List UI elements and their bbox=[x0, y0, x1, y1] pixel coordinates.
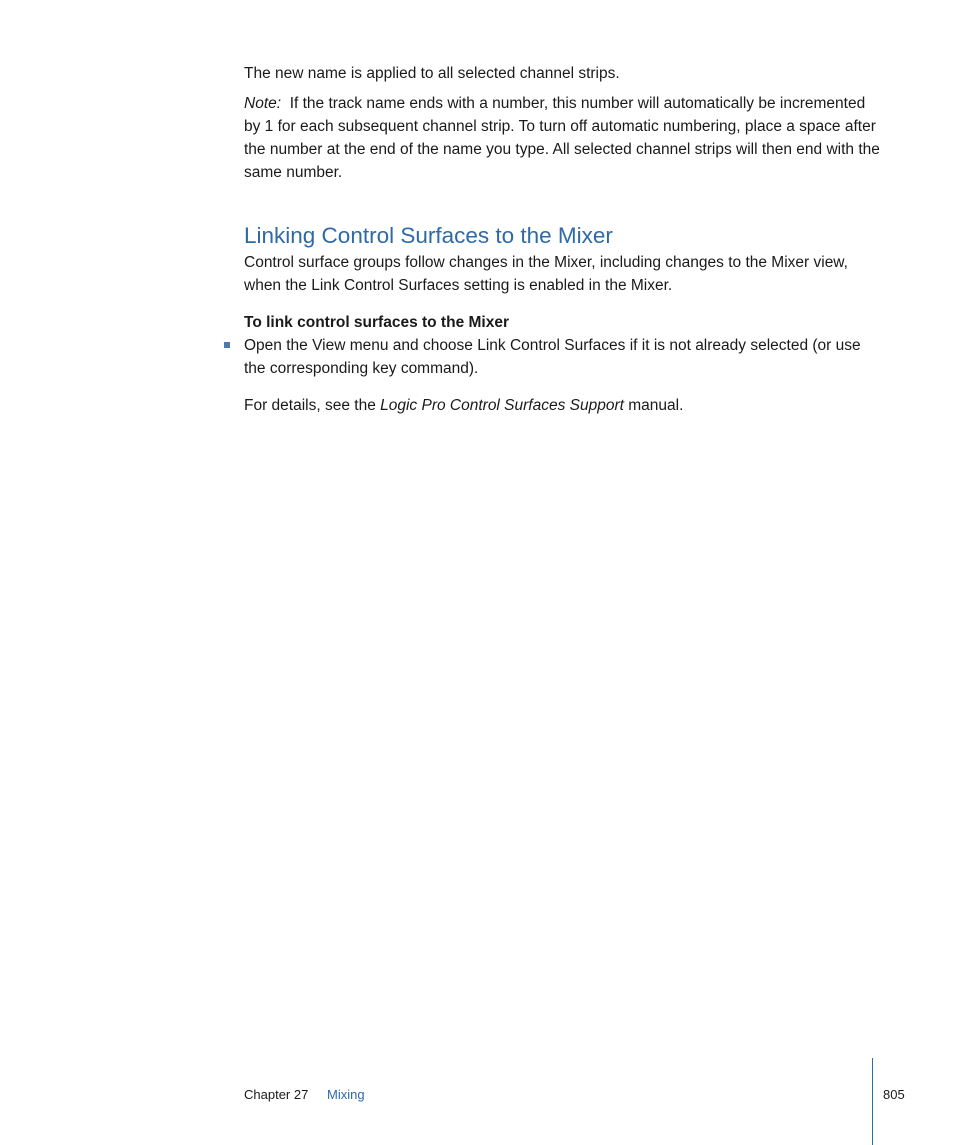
section-heading: Linking Control Surfaces to the Mixer bbox=[244, 223, 613, 248]
details-suffix: manual. bbox=[623, 397, 684, 414]
task-block bbox=[244, 311, 880, 334]
intro-block bbox=[244, 62, 880, 184]
footer-chapter: Chapter 27 bbox=[244, 1087, 309, 1102]
details-prefix: For details, see the bbox=[244, 397, 381, 414]
footer-section-link[interactable]: Mixing bbox=[327, 1087, 365, 1102]
details-paragraph bbox=[244, 394, 880, 417]
note-paragraph bbox=[244, 92, 880, 184]
intro-paragraph: The new name is applied to all selected channel strips. bbox=[244, 65, 620, 82]
page-number: 805 bbox=[883, 1087, 905, 1102]
bullet-item bbox=[244, 334, 880, 380]
note-text: If the track name ends with a number, this number will automatically be incremented by 1 for each subsequent channel strip. To turn off automatic numbering, place a space after the number at the end of the name you type. All selected channel strips will then end with the same number. bbox=[244, 95, 880, 181]
details-manual-title: Logic Pro Control Surfaces Support bbox=[380, 397, 624, 414]
bullet-square-icon bbox=[224, 342, 230, 348]
footer-divider bbox=[872, 1058, 873, 1145]
details-block bbox=[244, 394, 880, 417]
section-description-block bbox=[244, 251, 880, 297]
bullet-text: Open the View menu and choose Link Control Surfaces if it is not already selected (or use the corresponding key command). bbox=[244, 337, 861, 377]
task-title: To link control surfaces to the Mixer bbox=[244, 314, 509, 331]
note-label: Note: bbox=[244, 95, 282, 112]
section-description: Control surface groups follow changes in the Mixer, including changes to the Mixer view, when the Link Control Surfaces setting is enabled in the Mixer. bbox=[244, 254, 848, 294]
